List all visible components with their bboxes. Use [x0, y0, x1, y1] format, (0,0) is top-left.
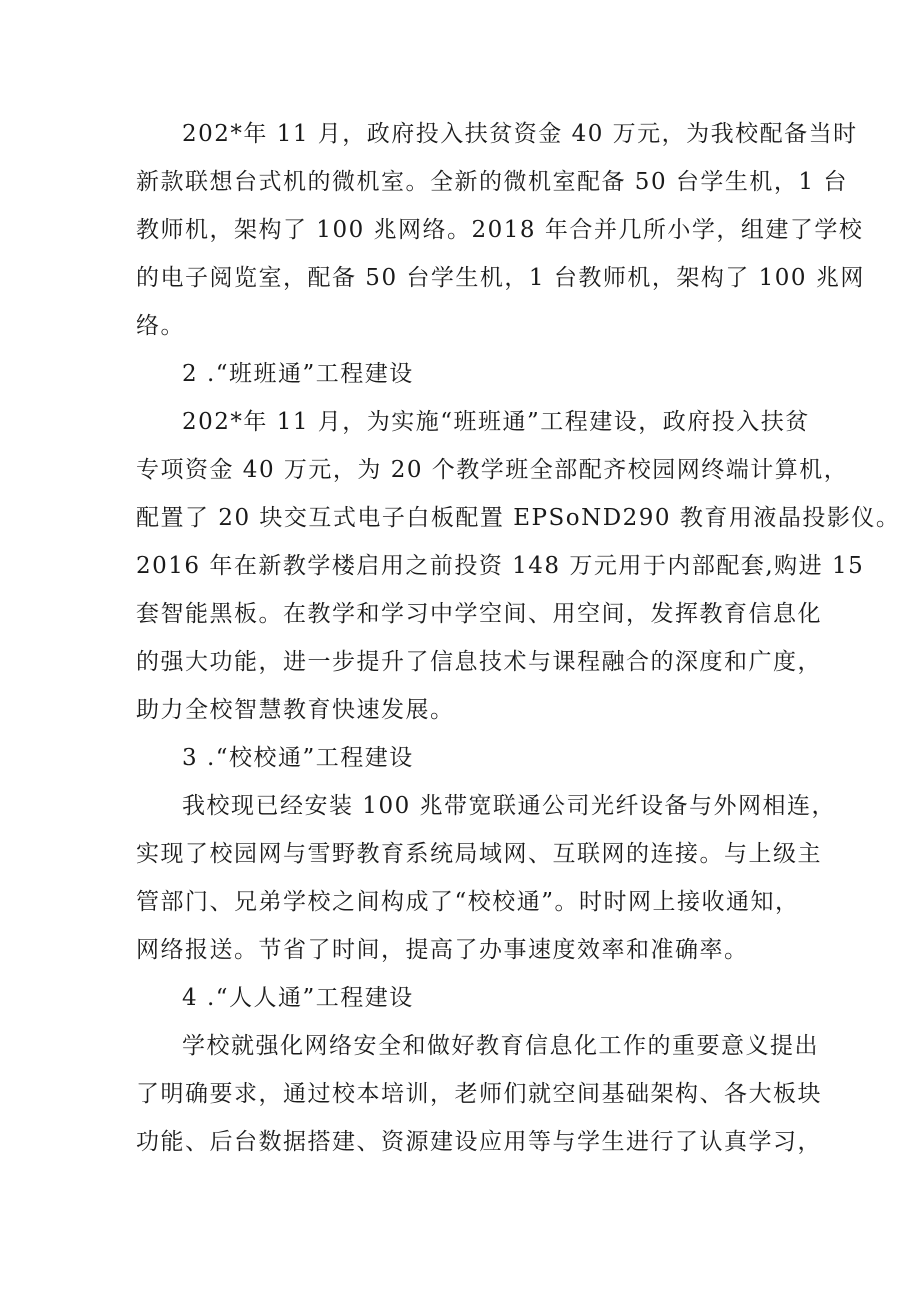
text-line: 配置了 20 块交互式电子白板配置 EPSoND290 教育用液晶投影仪。	[136, 505, 901, 531]
paragraph-xiaoxiaotong	[136, 782, 837, 974]
text-line: 202*年 11 月，政府投入扶贫资金 40 万元，为我校配备当时	[182, 121, 858, 147]
section-heading-renrentong: 4 .“人人通”工程建设	[182, 985, 414, 1011]
text-line: 了明确要求，通过校本培训，老师们就空间基础架构、各大板块	[136, 1081, 822, 1107]
text-line: 教师机，架构了 100 兆网络。2018 年合并几所小学，组建了学校	[136, 217, 864, 243]
text-line: 学校就强化网络安全和做好教育信息化工作的重要意义提出	[182, 1033, 819, 1059]
text-line: 的电子阅览室，配备 50 台学生机，1 台教师机，架构了 100 兆网	[136, 265, 865, 291]
text-line: 2016 年在新教学楼启用之前投资 148 万元用于内部配套,购进 15	[136, 553, 865, 579]
document-body	[136, 110, 901, 1166]
paragraph-renrentong	[136, 1022, 822, 1166]
text-line: 的强大功能，进一步提升了信息技术与课程融合的深度和广度，	[136, 649, 822, 675]
text-line: 实现了校园网与雪野教育系统局域网、互联网的连接。与上级主	[136, 841, 822, 867]
text-line: 套智能黑板。在教学和学习中学空间、用空间，发挥教育信息化	[136, 601, 822, 627]
section-heading-banbantong: 2 .“班班通”工程建设	[182, 361, 414, 387]
text-line: 202*年 11 月，为实施“班班通”工程建设，政府投入扶贫	[182, 409, 810, 435]
text-line: 新款联想台式机的微机室。全新的微机室配备 50 台学生机，1 台	[136, 169, 848, 195]
text-line: 我校现已经安装 100 兆带宽联通公司光纤设备与外网相连，	[182, 793, 837, 819]
text-line: 专项资金 40 万元，为 20 个教学班全部配齐校园网终端计算机，	[136, 457, 849, 483]
text-line: 助力全校智慧教育快速发展。	[136, 697, 455, 723]
section-heading-xiaoxiaotong: 3 .“校校通”工程建设	[182, 745, 414, 771]
text-line: 功能、后台数据搭建、资源建设应用等与学生进行了认真学习，	[136, 1129, 822, 1155]
paragraph-computer-lab	[136, 110, 865, 350]
text-line: 络。	[136, 313, 185, 339]
text-line: 网络报送。节省了时间，提高了办事速度效率和准确率。	[136, 937, 749, 963]
text-line: 管部门、兄弟学校之间构成了“校校通”。时时网上接收通知，	[136, 889, 800, 915]
paragraph-banbantong	[136, 398, 901, 734]
